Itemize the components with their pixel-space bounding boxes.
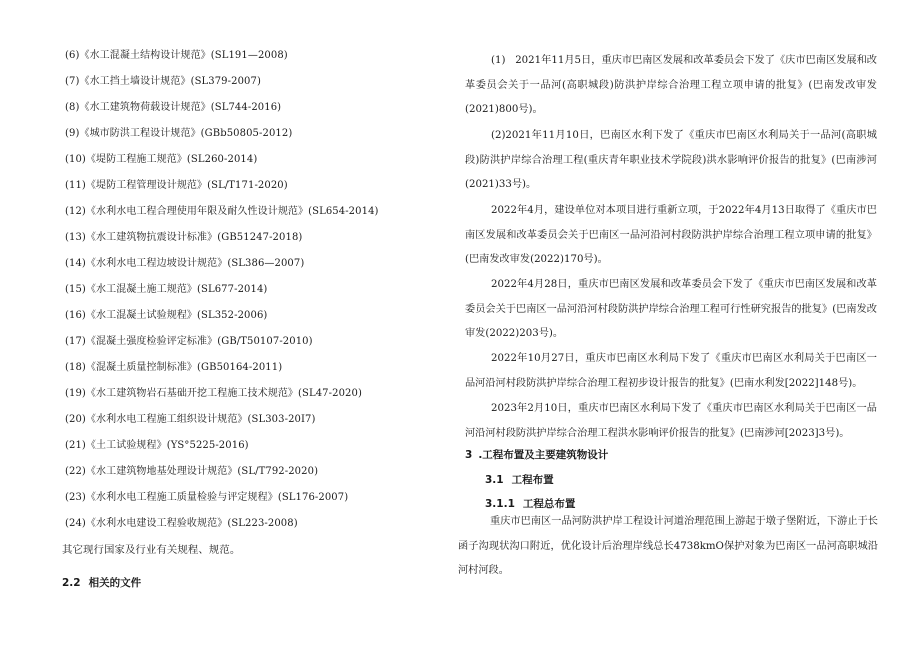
standard-item: (20)《水利水电工程施工组织设计规范》(SL303-20I7) [65,414,316,425]
standard-item: (22)《水工建筑物地基处理设计规范》(SL/T792-2020) [65,466,319,477]
other-standards-text: 其它现行国家及行业有关规程、规范。 [62,544,241,556]
paragraph-doc-1: (1) 2021年11月5日，重庆市巴南区发展和改革委员会下发了《庆市巴南区发展和改革委员会关于一品河(高职城段)防洪护岸综合治理工程立项申请的批复》(巴南发改审发(2021)800号)。 [465,55,877,115]
standard-item: (14)《水利水电工程边坡设计规范》(SL386—2007) [65,258,305,269]
standard-item: (9)《城市防洪工程设计规范》(GBb50805-2012) [65,128,293,139]
section-heading-2-2 [62,575,141,590]
section-heading-3 [465,447,608,462]
section-title: .工程布置及主要建筑物设计 [478,449,609,461]
standard-item: (13)《水工建筑物抗震设计标准》(GB51247-2018) [65,232,303,243]
paragraph-doc-2: (2)2021年11月10日，巴南区水利下发了《重庆市巴南区水利局关于一品河(高职城段)防洪护岸综合治理工程(重庆青年职业技术学院段)洪水影响评价报告的批复》(巴南涉河(2021)33号)。 [465,130,877,190]
standard-item: (17)《混凝土强度检验评定标准》(GB/T50107-2010) [65,336,313,347]
standard-item: (7)《水工挡土墙设计规范》(SL379-2007) [65,76,261,87]
paragraph-doc-6: 2023年2月10日，重庆市巴南区水利局下发了《重庆市巴南区水利局关于巴南区一品河沿河村段防洪护岸综合治理工程洪水影响评价报告的批复》(巴南涉河[2023]3号)。 [465,403,877,439]
standard-item: (8)《水工建筑物荷载设计规范》(SL744-2016) [65,102,282,113]
standard-item: (11)《堤防工程管理设计规范》(SL/T171-2020) [65,180,288,191]
section-number: 3 [465,449,473,461]
standard-item: (24)《水利水电建设工程验收规范》(SL223-2008) [65,518,298,529]
paragraph-doc-3: 2022年4月，建设单位对本项目进行重新立项，于2022年4月13日取得了《重庆市巴南区发展和改革委员会关于巴南区一品河沿河村段防洪护岸综合治理工程立项申请的批复》(巴南发改审发(2022)170号)。 [465,205,877,265]
section-heading-3-1 [485,472,554,487]
section-number: 2.2 [62,577,81,589]
standard-item: (19)《水工建筑物岩石基础开挖工程施工技术规范》(SL47-2020) [65,388,362,399]
section-title: 相关的文件 [88,577,142,589]
standard-item: (23)《水利水电工程施工质量检验与评定规程》(SL176-2007) [65,492,349,503]
paragraph-doc-5: 2022年10月27日，重庆市巴南区水利局下发了《重庆市巴南区水利局关于巴南区一品河沿河村段防洪护岸综合治理工程初步设计报告的批复》(巴南水利发[2022]148号)。 [465,353,877,389]
standard-item: (12)《水利水电工程合理使用年限及耐久性设计规范》(SL654-2014) [65,206,379,217]
section-title: 工程总布置 [522,498,576,510]
standard-item: (18)《混凝土质量控制标准》(GB50164-2011) [65,362,283,373]
section-number: 3.1 [485,474,504,486]
standard-item: (15)《水工混凝土施工规范》(SL677-2014) [65,284,268,295]
paragraph-layout: 重庆市巴南区一品河防洪护岸工程设计河道治理范围上游起于墩子堡附近，下游止于长函子沟现状沟口附近，优化设计后治理岸线总长4738kmO保护对象为巴南区一品河高职城沿河村河段。 [458,516,878,576]
paragraph-doc-4: 2022年4月28日，重庆市巴南区发展和改革委员会下发了《重庆市巴南区发展和改革委员会关于巴南区一品河沿河村段防洪护岸综合治理工程可行性研究报告的批复》(巴南发改审发(2022)203号)。 [465,279,877,339]
section-number: 3.1.1 [485,498,515,510]
standard-item: (16)《水工混凝土试验规程》(SL352-2006) [65,310,268,321]
standard-item: (21)《土工试验规程》(YS°5225-2016) [65,440,249,451]
section-title: 工程布置 [511,474,554,486]
section-heading-3-1-1 [485,496,575,511]
standard-item: (10)《堤防工程施工规范》(SL260-2014) [65,154,258,165]
standard-item: (6)《水工混凝土结构设计规范》(SL191—2008) [65,50,288,61]
